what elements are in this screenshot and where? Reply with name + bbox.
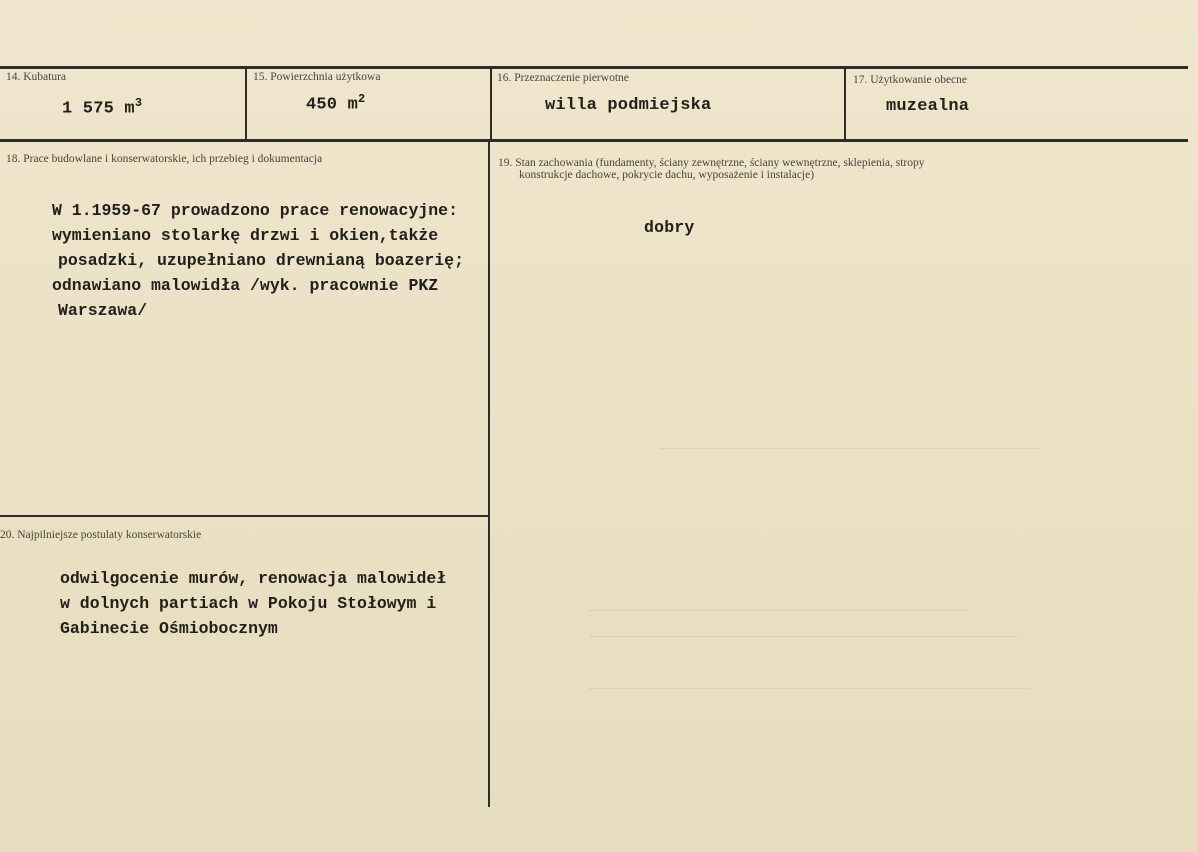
field-17-label: 17. Użytkowanie obecne bbox=[853, 74, 968, 86]
field-20-line: Gabinecie Ośmiobocznym bbox=[60, 619, 278, 638]
top-rule bbox=[0, 66, 1188, 69]
show-through-mark bbox=[660, 448, 1040, 459]
field-20-line: w dolnych partiach w Pokoju Stołowym i bbox=[60, 594, 437, 613]
field-18-line: W 1.1959-67 prowadzono prace renowacyjne: bbox=[52, 201, 458, 220]
field-16-label: 16. Przeznaczenie pierwotne bbox=[497, 72, 629, 84]
field-18-line: Warszawa/ bbox=[58, 301, 148, 320]
show-through-mark bbox=[590, 610, 970, 621]
section-18-bottom-rule bbox=[0, 515, 488, 517]
field-19-label-cont: konstrukcje dachowe, pokrycie dachu, wyposażenie i instalacje) bbox=[519, 169, 815, 181]
field-18-line: wymieniano stolarkę drzwi i okien,także bbox=[52, 226, 439, 245]
field-19-label: 19. Stan zachowania (fundamenty, ściany zewnętrzne, ściany wewnętrzne, sklepienia, stropy bbox=[498, 157, 925, 169]
field-20-line: odwilgocenie murów, renowacja malowideł bbox=[60, 569, 447, 588]
field-14-value: 1 575 $m^3$ bbox=[62, 96, 143, 119]
show-through-mark bbox=[590, 688, 1030, 699]
field-18-label: 18. Prace budowlane i konserwatorskie, ich przebieg i dokumentacja bbox=[6, 153, 323, 165]
field-16-value: willa podmiejska bbox=[545, 96, 712, 115]
divider-15-16 bbox=[490, 68, 492, 140]
field-14-label: 14. Kubatura bbox=[6, 71, 67, 83]
field-15-value: 450 $m^2$ bbox=[306, 92, 366, 115]
field-18-line: odnawiano malowidła /wyk. pracownie PKZ bbox=[52, 276, 439, 295]
field-17-value: muzealna bbox=[886, 97, 970, 116]
field-18-line: posadzki, uzupełniano drewnianą boazerię; bbox=[58, 251, 464, 270]
field-18-text bbox=[52, 198, 464, 323]
header-bottom-rule bbox=[0, 139, 1188, 142]
divider-16-17 bbox=[844, 68, 846, 140]
show-through-mark bbox=[590, 636, 1020, 647]
field-19-value: dobry bbox=[644, 218, 695, 237]
divider-14-15 bbox=[245, 68, 247, 140]
field-15-label: 15. Powierzchnia użytkowa bbox=[253, 71, 381, 83]
field-20-label: 20. Najpilniejsze postulaty konserwatorskie bbox=[0, 529, 202, 541]
field-20-text bbox=[60, 566, 446, 641]
main-column-divider bbox=[488, 141, 490, 807]
